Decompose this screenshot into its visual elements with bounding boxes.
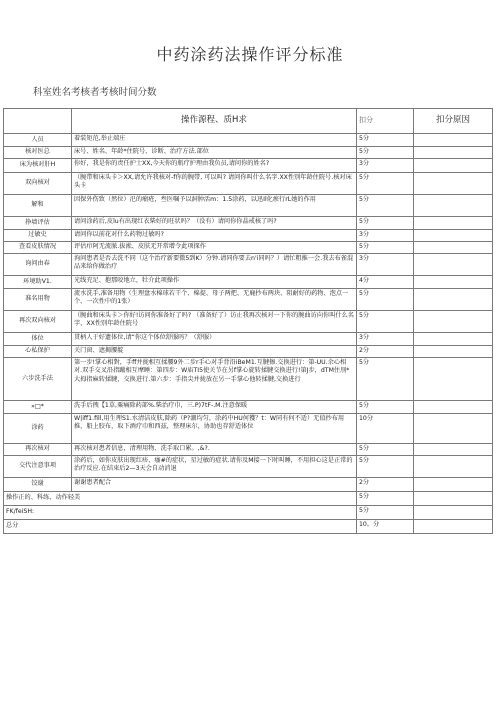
row-item: 床为核对肝H xyxy=(4,159,72,173)
row-score: 3分 xyxy=(357,254,414,276)
row-deduct-reason[interactable] xyxy=(414,444,493,456)
table-row xyxy=(4,444,493,456)
row-score: 5分 xyxy=(357,147,414,159)
row-score: 5分 xyxy=(357,173,414,195)
row-requirement: 因保外伤致（然位）氾的瘤疮，叁医嘱予以洞肿活m：1.5涂药，以迅Il化瘀行rL她的作用 xyxy=(72,195,357,217)
row-requirement: 请问你以前花对什么药物过敏吗? xyxy=(72,230,357,242)
row-deduct-reason[interactable] xyxy=(414,289,493,311)
row-requirement: （腕曲和床头卡＞你好!访问你准备好了吗? （准备好了）访止我再次核对一下你的腕曲访向你叫什么名字，XX性别年龄住院号 xyxy=(72,311,357,333)
table-row xyxy=(4,276,493,289)
row-requirement: 关门窗、遮揭腰靛 xyxy=(72,346,357,358)
row-score: 5分 xyxy=(357,242,414,254)
row-item: 双向核对 xyxy=(4,173,72,195)
row-deduct-reason[interactable] xyxy=(414,401,493,414)
row-deduct-reason[interactable] xyxy=(414,520,493,534)
document-title: 中药涂药法操作评分标准 xyxy=(156,45,344,64)
row-item: 体位 xyxy=(4,333,72,346)
header-requirement: 操作源程、质H求 xyxy=(72,109,357,134)
table-row xyxy=(4,414,493,444)
row-item: 环境助V1. xyxy=(4,276,72,289)
row-score: 4分 xyxy=(357,276,414,289)
row-item: 总分 xyxy=(4,520,357,534)
row-score: 5分 xyxy=(357,456,414,478)
table-row xyxy=(4,195,493,217)
table-row xyxy=(4,358,493,401)
row-deduct-reason[interactable] xyxy=(414,478,493,492)
row-score: 3分 xyxy=(357,333,414,346)
table-row xyxy=(4,456,493,478)
row-item: 六步洗手法 xyxy=(4,358,72,401)
row-item: 人员 xyxy=(4,134,72,147)
table-row xyxy=(4,289,493,311)
table-body xyxy=(4,109,493,534)
row-score: 5分 xyxy=(357,134,414,147)
table-row xyxy=(4,254,493,276)
row-item: FK/feiSH: xyxy=(4,506,357,520)
row-deduct-reason[interactable] xyxy=(414,358,493,401)
row-score: 3分 xyxy=(357,230,414,242)
header-item xyxy=(4,109,72,134)
table-row xyxy=(4,401,493,414)
row-item: 准名用物 xyxy=(4,289,72,311)
table-row xyxy=(4,159,493,173)
row-requirement: 你好，我是你的责任护士XX,今天你的瓶疗护理由我负员,请问你的姓名? xyxy=(72,159,357,173)
row-score: 5分 xyxy=(357,444,414,456)
row-deduct-reason[interactable] xyxy=(414,159,493,173)
table-row xyxy=(4,242,493,254)
row-item: 再次双向核对 xyxy=(4,311,72,333)
row-requirement: 洵问患者是否去洗不同（这个治疗新要微5到K）分钟.请同你要去n'i同吗？）请忙粗推一会.我去布雀混品来给你做治疗 xyxy=(72,254,357,276)
row-score: 5分 xyxy=(357,311,414,333)
row-item: 询问由春 xyxy=(4,254,72,276)
row-score: 5分 xyxy=(357,401,414,414)
table-row xyxy=(4,478,493,492)
row-item: 涂药 xyxy=(4,414,72,444)
row-item: 交代注意事项 xyxy=(4,456,72,478)
table-row xyxy=(4,217,493,230)
row-score: 10分 xyxy=(357,414,414,444)
row-score: 5分 xyxy=(357,195,414,217)
row-requirement: 流水洗手,准备用物（生理盘水棉球若干个、棉提、母子两把、无鹿抄布两块、阻耐好的药物、泡点一个、一次性中的1张） xyxy=(72,289,357,311)
row-item: 过敏史 xyxy=(4,230,72,242)
row-requirement: 光线充足、抱那咬地立，牡介此项操作 xyxy=(72,276,357,289)
row-requirement: W|iff1.fill,用生理S1.水清洁皮肤,除药（P?潮均匀，涂药中HU何獲？t：W同有何不适）无值抄布用推，船上胶布，取下酒疗巾和西兹，整理床尔，协助也存舒适体位 xyxy=(72,414,357,444)
row-requirement: 涂药后，如你皮肤出现红疹、瘙#的症状，星过敏的症状.请你及M接一下时叫睡，不用担心这是正常的治疗反应.在结束后2—3天会自动消退 xyxy=(72,456,357,478)
row-deduct-reason[interactable] xyxy=(414,276,493,289)
row-requirement: 谢谢患者配合 xyxy=(72,478,357,492)
table-row xyxy=(4,134,493,147)
row-requirement: 着装矩范,举止端庄 xyxy=(72,134,357,147)
row-requirement: （腕带和床头卡＞XX,请允许我核对-f你的腕带, 可以叫? 请问你叫什么名字.XX性别年龄住院号.核对床头卡 xyxy=(72,173,357,195)
row-score: 5分 xyxy=(357,492,414,506)
row-requirement: 请问涂药后,皮lu有出现红衣柴好的旺状吗？（没有）请问你你晶戒核了吗? xyxy=(72,217,357,230)
table-row xyxy=(4,333,493,346)
row-deduct-reason[interactable] xyxy=(414,173,493,195)
row-deduct-reason[interactable] xyxy=(414,333,493,346)
table-row xyxy=(4,492,493,506)
header-deduct-reason: 扣分原因 xyxy=(414,109,493,134)
row-score: 2分 xyxy=(357,346,414,358)
table-row xyxy=(4,346,493,358)
row-deduct-reason[interactable] xyxy=(414,414,493,444)
row-requirement: 贯柄人于好遗体位,请“你这个体位舒服吗？（舒服） xyxy=(72,333,357,346)
row-deduct-reason[interactable] xyxy=(414,195,493,217)
row-deduct-reason[interactable] xyxy=(414,242,493,254)
row-score: 3分 xyxy=(357,159,414,173)
row-deduct-reason[interactable] xyxy=(414,230,493,242)
row-deduct-reason[interactable] xyxy=(414,456,493,478)
row-item: »□* xyxy=(4,401,72,414)
row-score: 5分 xyxy=(357,217,414,230)
row-item: 挣墙评估 xyxy=(4,217,72,230)
row-item: 饺谢 xyxy=(4,478,72,492)
row-requirement: 床号、姓名、年龄*住院号、诊断、治疗方法.部位 xyxy=(72,147,357,159)
row-deduct-reason[interactable] xyxy=(414,217,493,230)
row-deduct-reason[interactable] xyxy=(414,492,493,506)
row-requirement: 洗手后拽【1草,粟痛除药部%.柴治疗巾，三.P)7tF-.M.注意保暖 xyxy=(72,401,357,414)
row-deduct-reason[interactable] xyxy=(414,346,493,358)
row-score: 5分 xyxy=(357,289,414,311)
header-score: 扣分 xyxy=(357,109,414,134)
table-row xyxy=(4,506,493,520)
table-row xyxy=(4,520,493,534)
row-item: 再次核对 xyxy=(4,444,72,456)
row-score: 10。分 xyxy=(357,520,414,534)
row-requirement: 再次核对患者信息，清理用物、洗手取口累。,&?. xyxy=(72,444,357,456)
row-score: 2分 xyxy=(357,478,414,492)
row-item: 操作正的、科练、动作轻美 xyxy=(4,492,357,506)
row-item: 查看皮肤情况 xyxy=(4,242,72,254)
row-deduct-reason[interactable] xyxy=(414,311,493,333)
row-deduct-reason[interactable] xyxy=(414,254,493,276)
table-row xyxy=(4,311,493,333)
row-item: 心私保护 xyxy=(4,346,72,358)
row-deduct-reason[interactable] xyxy=(414,506,493,520)
row-deduct-reason[interactable] xyxy=(414,147,493,159)
row-item: 核对医总 xyxy=(4,147,72,159)
table-row xyxy=(4,230,493,242)
score-table xyxy=(3,108,492,534)
row-score: 5分 xyxy=(357,506,414,520)
row-deduct-reason[interactable] xyxy=(414,134,493,147)
form-subheader: 科室姓名考核者考核时间分数 xyxy=(33,87,157,98)
table-row xyxy=(4,147,493,159)
row-score: 5分 xyxy=(357,358,414,401)
row-requirement: 第一步!掌心相對，手ff并拢相互揉腰9外二步r手心对手背沿iBeM1.互腱擦.交换进行：第-UU.余心相对.双手交叉沿指蹴相互摩睡：第四步：W庙TI5使关节在另f掌心旋转揉腱交换进行!第J步，dTM住刖*大拇指麻转揉腱，交换进行.第六步：手指尖并拢放在另一手掌心他转揉腱,交换进行 xyxy=(72,358,357,401)
row-requirement: 评估疖阿无流脓.拔淞、皮肤无开常增令此项探作 xyxy=(72,242,357,254)
table-header-row xyxy=(4,109,493,134)
table-row xyxy=(4,173,493,195)
row-item: 解和 xyxy=(4,195,72,217)
